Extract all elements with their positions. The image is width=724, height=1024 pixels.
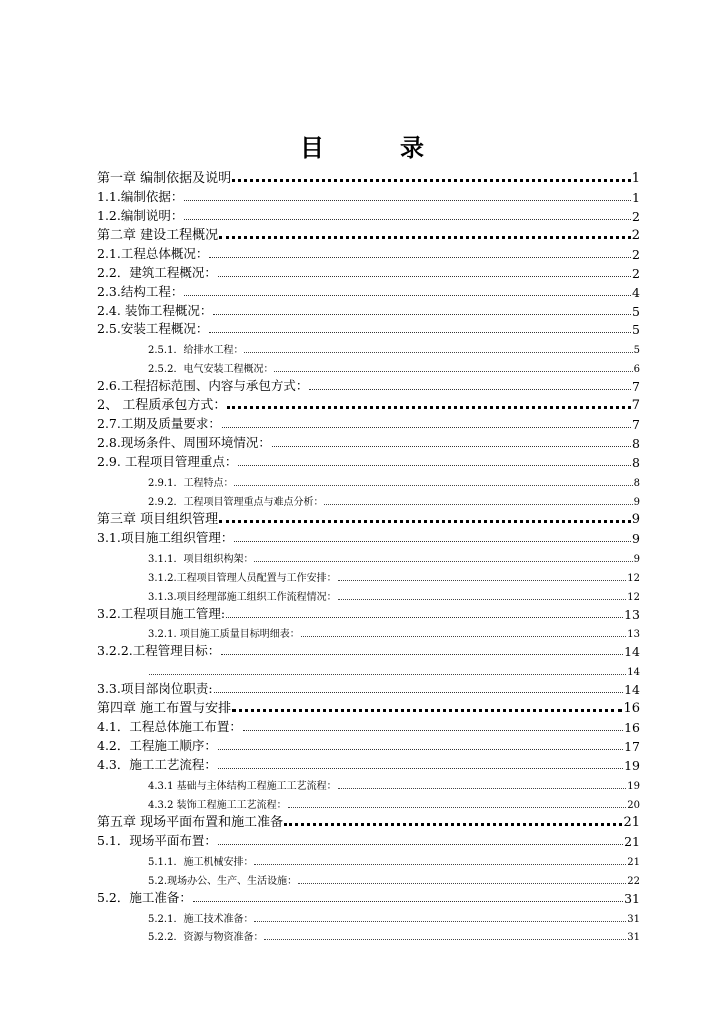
toc-entry-label: 第五章 现场平面布置和施工准备 xyxy=(97,814,284,830)
dot-leader xyxy=(218,844,623,845)
toc-entry-page-number: 21 xyxy=(623,814,640,830)
dot-leader xyxy=(309,389,631,390)
toc-entry-label: 3.1.项目施工组织管理： xyxy=(97,529,234,545)
dot-leader xyxy=(227,406,630,409)
toc-entry[interactable] xyxy=(97,640,640,659)
toc-entry-label: 4.3.2 装饰工程施工工艺流程： xyxy=(148,799,287,811)
toc-entry-page-number: 2 xyxy=(632,208,640,224)
dot-leader xyxy=(338,599,627,600)
toc-entry[interactable] xyxy=(97,451,640,470)
dot-leader xyxy=(222,427,631,428)
dot-leader xyxy=(234,485,632,486)
dot-leader xyxy=(254,921,626,922)
dot-leader xyxy=(243,730,623,731)
toc-entry[interactable] xyxy=(97,527,640,546)
table-of-contents xyxy=(97,167,640,943)
toc-entry[interactable] xyxy=(97,470,640,489)
toc-entry[interactable] xyxy=(97,565,640,584)
toc-entry-page-number: 21 xyxy=(624,833,640,849)
toc-entry-label: 5.2.2．资源与物资准备： xyxy=(148,932,264,944)
toc-entry-label: 4.2．工程施工顺序： xyxy=(97,738,217,754)
toc-entry[interactable] xyxy=(97,319,640,338)
toc-entry-label: 2.3.结构工程： xyxy=(97,283,184,299)
toc-entry[interactable] xyxy=(97,868,640,887)
toc-entry-page-number: 5 xyxy=(633,345,640,357)
toc-entry-page-number: 7 xyxy=(632,417,640,433)
toc-entry-label: 2.5.2．电气安装工程概况： xyxy=(148,364,274,376)
toc-entry-page-number: 13 xyxy=(624,606,640,622)
toc-entry[interactable] xyxy=(97,697,640,716)
toc-entry-page-number: 14 xyxy=(624,682,640,698)
toc-entry[interactable] xyxy=(97,356,640,375)
toc-entry[interactable] xyxy=(97,773,640,792)
toc-entry-page-number: 8 xyxy=(632,455,640,470)
dot-leader xyxy=(284,823,622,826)
toc-entry-page-number: 31 xyxy=(627,913,640,925)
toc-entry-label: 2.5.安装工程概况： xyxy=(97,321,209,337)
toc-entry-page-number: 19 xyxy=(624,758,640,773)
toc-entry-label: 3.3.项目部岗位职责: xyxy=(97,681,213,697)
toc-entry[interactable] xyxy=(97,337,640,356)
toc-entry-label: 2.6.工程招标范围、内容与承包方式： xyxy=(97,378,309,394)
toc-entry[interactable] xyxy=(97,186,640,205)
toc-entry-page-number: 2 xyxy=(632,265,640,281)
toc-entry-page-number: 7 xyxy=(631,398,640,414)
toc-entry[interactable] xyxy=(97,262,640,281)
toc-entry[interactable] xyxy=(97,167,640,186)
dot-leader xyxy=(232,179,631,182)
dot-leader xyxy=(244,352,632,353)
toc-entry-label: 2.5.1．给排水工程： xyxy=(148,345,244,357)
toc-entry-label: 2.9.2．工程项目管理重点与难点分析： xyxy=(148,496,324,508)
toc-entry-label: 5.2.现场办公、生产、生活设施： xyxy=(148,875,298,887)
toc-entry-page-number: 8 xyxy=(632,436,640,452)
toc-entry[interactable] xyxy=(97,622,640,641)
dot-leader xyxy=(264,939,626,940)
toc-entry-label: 4.3.1 基础与主体结构工程施工工艺流程： xyxy=(148,780,337,792)
dot-leader xyxy=(218,749,623,750)
dot-leader xyxy=(219,236,631,239)
toc-entry[interactable] xyxy=(97,830,640,849)
toc-entry[interactable] xyxy=(97,205,640,224)
dot-leader xyxy=(184,200,631,201)
toc-entry-label: 2.7.工期及质量要求： xyxy=(97,416,221,432)
toc-entry-page-number: 5 xyxy=(632,322,640,338)
dot-leader xyxy=(234,541,631,542)
dot-leader xyxy=(214,692,624,693)
toc-entry-page-number: 13 xyxy=(627,629,640,641)
toc-entry[interactable] xyxy=(97,792,640,811)
dot-leader xyxy=(193,901,623,902)
toc-entry[interactable] xyxy=(97,584,640,603)
toc-entry-page-number: 22 xyxy=(627,875,640,887)
toc-entry-label: 2.9.1．工程特点： xyxy=(148,477,234,489)
toc-entry[interactable] xyxy=(97,394,640,413)
dot-leader xyxy=(218,768,623,769)
toc-entry-label: 4.3．施工工艺流程： xyxy=(97,757,217,772)
dot-leader xyxy=(209,257,631,258)
dot-leader xyxy=(209,332,631,333)
toc-entry[interactable] xyxy=(97,754,640,773)
toc-entry[interactable] xyxy=(97,925,640,944)
toc-entry-label: 3.1.3.项目经理部施工组织工作流程情况： xyxy=(148,591,337,603)
toc-entry[interactable] xyxy=(97,508,640,527)
toc-entry-label: 3.2.工程项目施工管理: xyxy=(97,605,226,621)
toc-entry-label: 第三章 项目组织管理 xyxy=(97,511,219,527)
toc-entry[interactable] xyxy=(97,489,640,508)
dot-leader xyxy=(232,709,622,712)
toc-entry[interactable] xyxy=(97,603,640,622)
toc-entry-label: 第四章 施工布置与安排 xyxy=(97,701,232,717)
dot-leader xyxy=(213,314,631,315)
toc-entry-page-number: 4 xyxy=(632,284,640,300)
toc-entry-page-number: 12 xyxy=(627,591,640,603)
toc-entry-page-number: 16 xyxy=(624,720,640,736)
dot-leader xyxy=(149,674,626,675)
toc-entry-page-number: 7 xyxy=(632,379,640,395)
toc-entry-page-number: 6 xyxy=(633,364,640,376)
toc-entry-page-number: 2 xyxy=(632,246,640,262)
toc-entry-label: 3.2.2.工程管理目标： xyxy=(97,643,221,659)
toc-entry[interactable] xyxy=(97,432,640,451)
toc-entry-label: 3.1.2.工程项目管理人员配置与工作安排： xyxy=(148,572,337,584)
toc-entry-label: 2.1.工程总体概况： xyxy=(97,245,209,261)
toc-entry-page-number: 8 xyxy=(633,477,640,489)
toc-entry-page-number: 31 xyxy=(627,932,640,944)
toc-entry-page-number: 21 xyxy=(627,856,640,868)
toc-entry-page-number: 2 xyxy=(631,227,640,243)
dot-leader xyxy=(238,465,631,466)
page-title: 目 录 xyxy=(300,133,450,162)
dot-leader xyxy=(288,807,627,808)
toc-entry-page-number: 12 xyxy=(627,572,640,584)
toc-entry[interactable] xyxy=(97,906,640,925)
toc-entry[interactable] xyxy=(97,413,640,432)
dot-leader xyxy=(254,864,626,865)
toc-entry[interactable] xyxy=(97,849,640,868)
toc-entry-label: 3.1.1．项目组织构架： xyxy=(148,553,254,565)
toc-entry-label: 3.2.1. 项目施工质量目标明细表： xyxy=(148,629,300,641)
dot-leader xyxy=(324,504,632,505)
toc-entry-page-number: 9 xyxy=(632,530,640,546)
toc-entry-label: 2.2．建筑工程概况： xyxy=(97,264,217,280)
toc-entry-label: 4.1．工程总体施工布置： xyxy=(97,719,242,735)
dot-leader xyxy=(221,654,623,655)
toc-entry-label: 2、 工程质承包方式： xyxy=(97,398,227,414)
toc-entry-label: 5.2．施工准备： xyxy=(97,889,192,905)
toc-entry[interactable] xyxy=(97,546,640,565)
toc-entry[interactable] xyxy=(97,716,640,735)
dot-leader xyxy=(219,520,631,523)
toc-entry-page-number: 20 xyxy=(627,799,640,811)
toc-entry-label: 5.1.1．施工机械安排： xyxy=(148,856,254,868)
toc-entry-label: 2.4. 装饰工程概况： xyxy=(97,302,213,318)
toc-entry[interactable] xyxy=(97,224,640,243)
dot-leader xyxy=(298,883,626,884)
toc-entry-label: 1.2.编制说明： xyxy=(97,207,184,223)
toc-entry-page-number: 17 xyxy=(624,739,640,755)
toc-entry[interactable] xyxy=(97,300,640,319)
toc-entry-label: 第一章 编制依据及说明 xyxy=(97,170,232,186)
dot-leader xyxy=(184,219,631,220)
dot-leader xyxy=(272,446,631,447)
toc-entry-label: 2.9. 工程项目管理重点： xyxy=(97,454,238,469)
dot-leader xyxy=(274,371,632,372)
toc-entry[interactable] xyxy=(97,811,640,830)
dot-leader xyxy=(338,788,627,789)
toc-entry-label: 5.2.1．施工技术准备： xyxy=(148,913,254,925)
toc-entry[interactable] xyxy=(97,243,640,262)
toc-entry-page-number: 9 xyxy=(633,553,640,565)
dot-leader xyxy=(301,636,626,637)
toc-entry[interactable] xyxy=(97,281,640,300)
toc-entry[interactable] xyxy=(97,678,640,697)
toc-entry-page-number: 14 xyxy=(627,667,640,679)
toc-entry-label: 2.8.现场条件、周围环境情况： xyxy=(97,435,271,451)
toc-entry[interactable] xyxy=(97,659,640,678)
toc-entry-label: 5.1．现场平面布置： xyxy=(97,832,217,848)
toc-entry-page-number: 1 xyxy=(632,189,640,205)
toc-entry-page-number: 31 xyxy=(624,890,640,906)
toc-entry-page-number: 1 xyxy=(631,170,640,186)
toc-entry-page-number: 5 xyxy=(632,303,640,319)
toc-entry-page-number: 19 xyxy=(627,780,640,792)
toc-entry-page-number: 9 xyxy=(633,496,640,508)
dot-leader xyxy=(184,295,631,296)
toc-entry-label: 第二章 建设工程概况 xyxy=(97,227,219,243)
toc-entry[interactable] xyxy=(97,375,640,394)
toc-entry[interactable] xyxy=(97,735,640,754)
toc-entry-page-number: 14 xyxy=(624,644,640,660)
toc-entry-label: 1.1.编制依据： xyxy=(97,188,184,204)
toc-entry-page-number: 16 xyxy=(623,701,640,717)
toc-entry[interactable] xyxy=(97,887,640,906)
dot-leader xyxy=(338,580,627,581)
toc-entry-page-number: 9 xyxy=(631,511,640,527)
dot-leader xyxy=(218,276,631,277)
dot-leader xyxy=(254,561,632,562)
dot-leader xyxy=(226,617,623,618)
